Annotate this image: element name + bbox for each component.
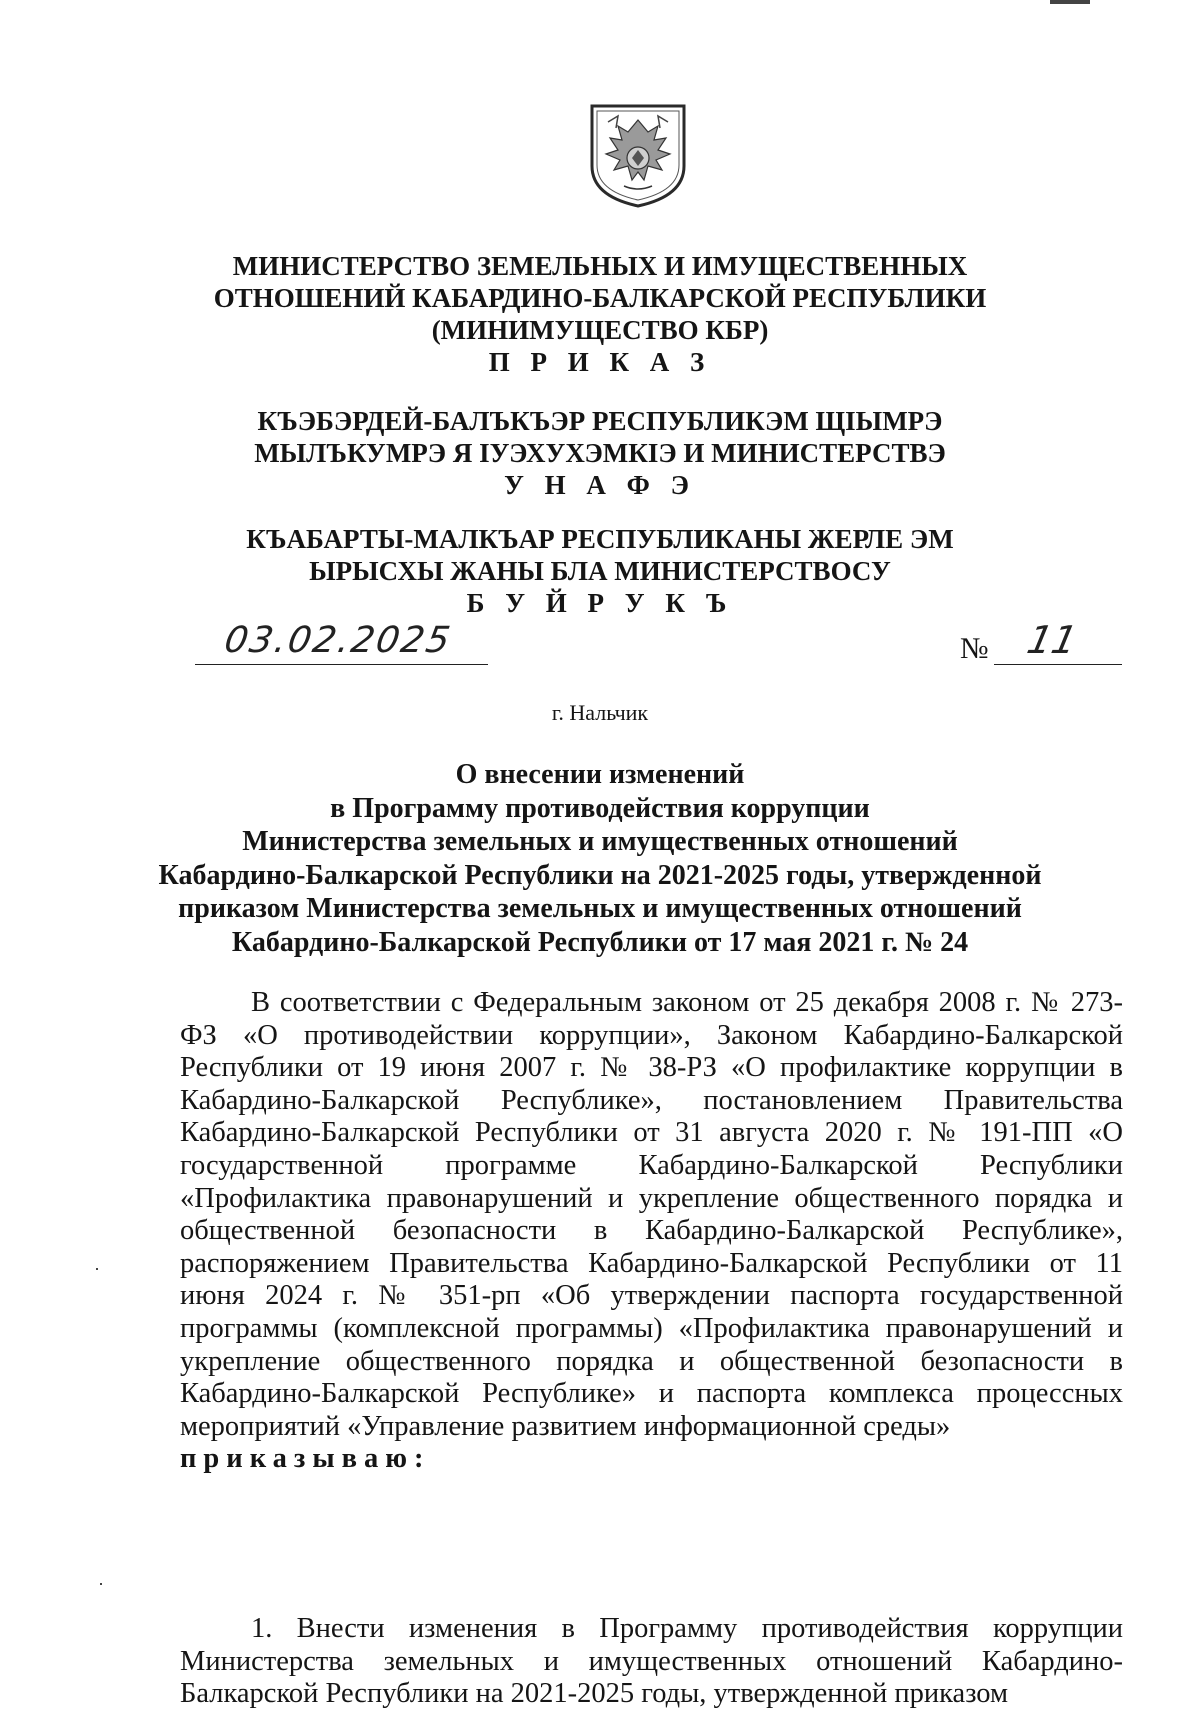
order-number: 11 [1023, 618, 1082, 662]
coat-of-arms-emblem [588, 100, 688, 208]
ministry-short-name: (МИНИМУЩЕСТВО КБР) [431, 315, 769, 345]
item-1-paragraph: 1. Внести изменения в Программу противодействия коррупции Министерства земельных и имущественных отношений Кабардино-Балкарской Республики на 2021-2025 годы, утвержденной приказом [180, 1613, 1123, 1710]
scan-mark [1050, 0, 1090, 4]
title-line: приказом Министерства земельных и имущественных отношений [178, 893, 1022, 924]
order-date: 03.02.2025 [221, 620, 455, 661]
order-number-field [994, 618, 1122, 665]
document-type-kabardian: У Н А Ф Э [504, 470, 696, 500]
title-line: О внесении изменений [455, 759, 745, 790]
document-type-russian: П Р И К А З [488, 347, 712, 377]
item-1-section [180, 1613, 1123, 1711]
ministry-name-line: КЪЭБЭРДЕЙ-БАЛЪКЪЭР РЕСПУБЛИКЭМ ЩIЫМРЭ [257, 406, 943, 436]
title-line: Кабардино-Балкарской Республики от 17 мая 2021 г. № 24 [231, 926, 969, 958]
order-word: приказываю: [180, 1443, 431, 1475]
document-type-balkar: Б У Й Р У К Ъ [466, 588, 734, 618]
ministry-header-russian [0, 250, 1200, 378]
scan-mark [100, 1583, 102, 1585]
title-line: в Программу противодействия коррупции [330, 792, 870, 824]
ministry-header-balkar [0, 523, 1200, 619]
title-line: Кабардино-Балкарской Республики на 2021-2025 годы, утвержденной [158, 859, 1042, 891]
number-label: № [960, 632, 989, 665]
ministry-name-line: ОТНОШЕНИЙ КАБАРДИНО-БАЛКАРСКОЙ РЕСПУБЛИКИ [213, 283, 987, 313]
ministry-name-line: КЪАБАРТЫ-МАЛКЪАР РЕСПУБЛИКАНЫ ЖЕРЛЕ ЭМ [246, 524, 954, 554]
scan-mark [96, 1268, 98, 1270]
order-title [0, 758, 1200, 959]
ministry-header-kabardian [0, 405, 1200, 501]
order-date-field [195, 620, 488, 665]
city: г. Нальчик [551, 700, 649, 725]
title-line: Министерства земельных и имущественных отношений [242, 826, 958, 857]
ministry-name-line: МЫЛЪКУМРЭ Я IУЭХУХЭМКIЭ И МИНИСТЕРСТВЭ [254, 438, 946, 468]
preamble-paragraph: В соответствии с Федеральным законом от 25 декабря 2008 г. № 273-ФЗ «О противодействии коррупции», Законом Кабардино-Балкарской Республики от 19 июня 2007 г. № 38-РЗ «О профилактике коррупции в Кабардино-Балкарской Республике», постановлением Правительства Кабардино-Балкарской Республики от 31 августа 2020 г. № 191-ПП «О государственной программе Кабардино-Балкарской Республики «Профилактика правонарушений и укрепление общественного порядка и общественной безопасности в Кабардино-Балкарской Республике», распоряжением Правительства Кабардино-Балкарской Республики от 11 июня 2024 г. № 351-рп «Об утверждении паспорта государственной программы (комплексной программы) «Профилактика правонарушений и укрепление общественного порядка и общественной безопасности в Кабардино-Балкарской Республике» и паспорта комплекса процессных мероприятий «Управление развитием информационной среды» [180, 987, 1123, 1442]
ministry-name-line: МИНИСТЕРСТВО ЗЕМЕЛЬНЫХ И ИМУЩЕСТВЕННЫХ [232, 251, 968, 281]
preamble-section [180, 987, 1123, 1476]
ministry-name-line: ЫРЫСХЫ ЖАНЫ БЛА МИНИСТЕРСТВОСУ [309, 556, 891, 586]
